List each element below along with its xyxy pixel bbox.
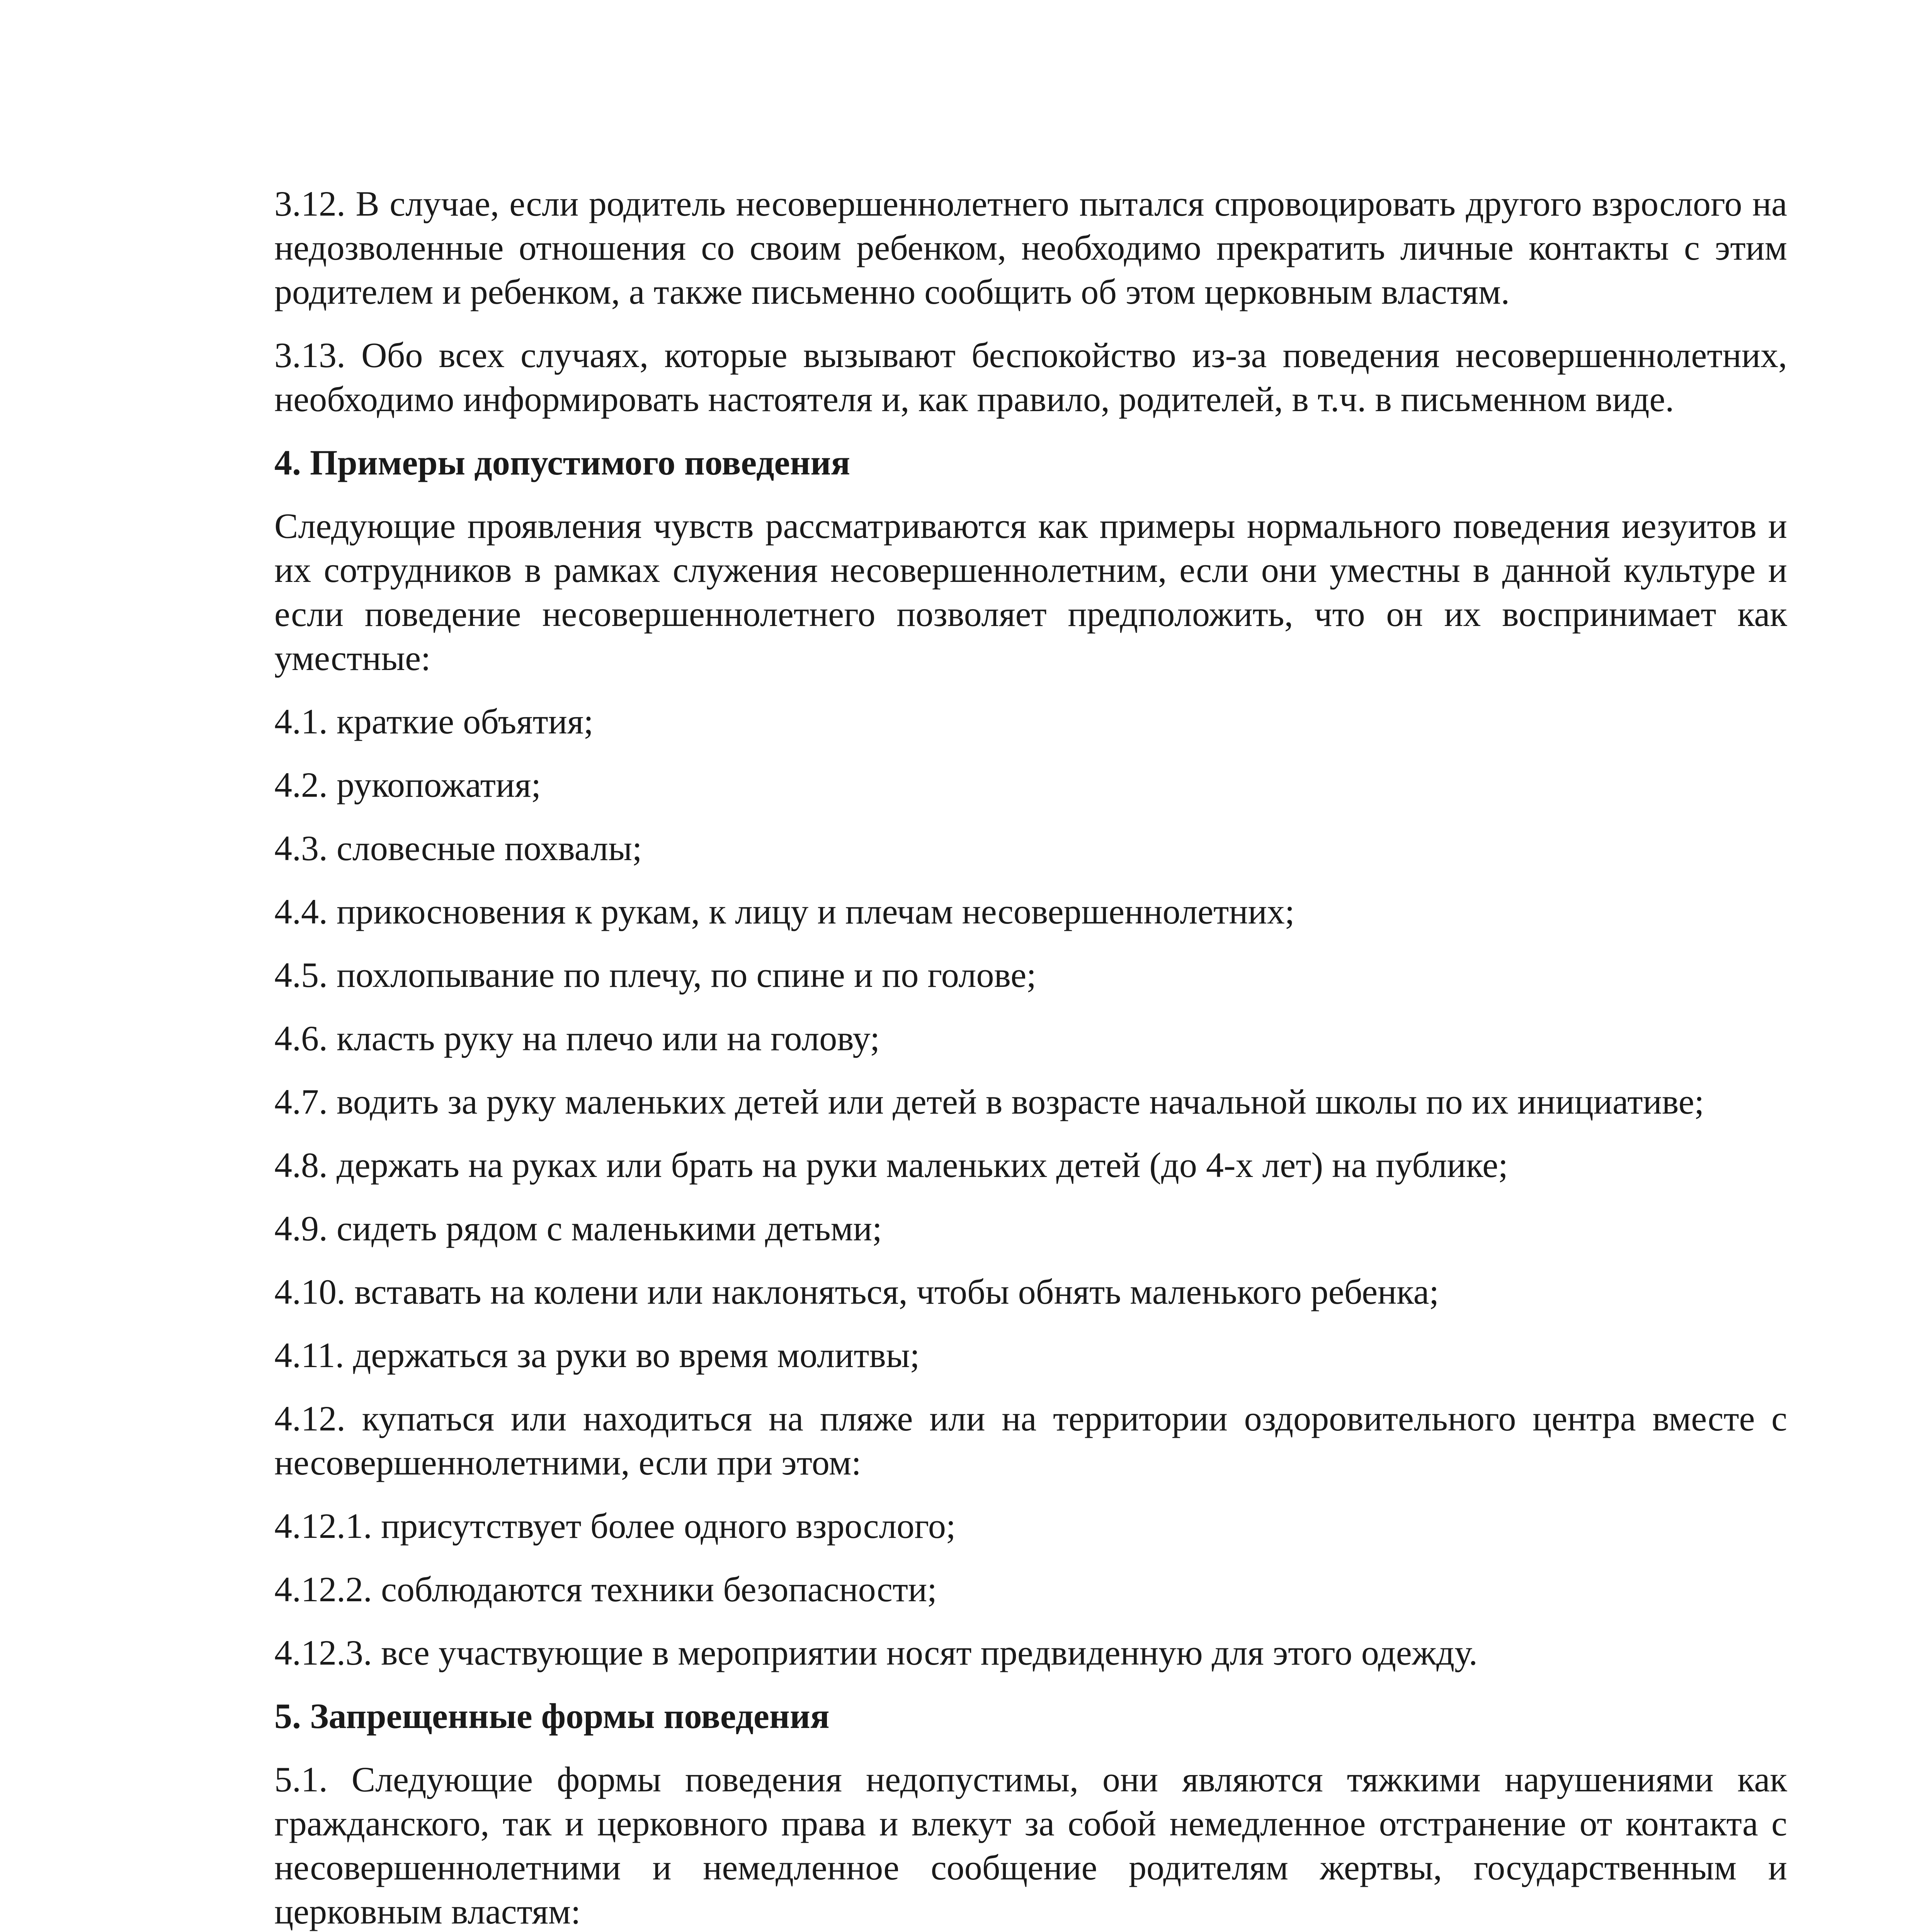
- list-item-4-12-1: 4.12.1. присутствует более одного взрослого;: [274, 1506, 956, 1546]
- section-heading-4: 4. Примеры допустимого поведения: [274, 443, 850, 482]
- list-item-4-7: 4.7. водить за руку маленьких детей или детей в возрасте начальной школы по их инициативе;: [274, 1082, 1704, 1121]
- list-item-4-12: 4.12. купаться или находиться на пляже или на территории оздоровительного центра вместе с несовершеннолетними, если при этом:: [274, 1399, 1787, 1482]
- paragraph-5-1: 5.1. Следующие формы поведения недопустимы, они являются тяжкими нарушениями как гражданского, так и церковного права и влекут за собой немедленное отстранение от контакта с несовершеннолетними и немедленное сообщение родителям жертвы, государственным и церковным властям:: [274, 1760, 1787, 1931]
- list-item-4-3: 4.3. словесные похвалы;: [274, 828, 642, 868]
- list-item-4-6: 4.6. класть руку на плечо или на голову;: [274, 1019, 880, 1058]
- document-page: [274, 182, 1787, 1932]
- list-item-4-11: 4.11. держаться за руки во время молитвы;: [274, 1335, 920, 1375]
- list-item-4-12-2: 4.12.2. соблюдаются техники безопасности;: [274, 1570, 937, 1609]
- paragraph-3-13: 3.13. Обо всех случаях, которые вызывают беспокойство из-за поведения несовершеннолетних, необходимо информировать настоятеля и, как правило, родителей, в т.ч. в письменном виде.: [274, 335, 1787, 419]
- paragraph-3-12: 3.12. В случае, если родитель несовершеннолетнего пытался спровоцировать другого взрослого на недозволенные отношения со своим ребенком, необходимо прекратить личные контакты с этим родителем и ребенком, а также письменно сообщить об этом церковным властям.: [274, 184, 1787, 311]
- list-item-4-1: 4.1. краткие объятия;: [274, 702, 594, 741]
- paragraph-4-intro: Следующие проявления чувств рассматриваются как примеры нормального поведения иезуитов и их сотрудников в рамках служения несовершеннолетним, если они уместны в данной культуре и если поведение несовершеннолетнего позволяет предположить, что он их воспринимает как уместные:: [274, 506, 1787, 678]
- section-heading-5: 5. Запрещенные формы поведения: [274, 1696, 830, 1736]
- list-item-4-5: 4.5. похлопывание по плечу, по спине и по голове;: [274, 955, 1036, 995]
- list-item-4-9: 4.9. сидеть рядом с маленькими детьми;: [274, 1209, 882, 1248]
- list-item-4-12-3: 4.12.3. все участвующие в мероприятии носят предвиденную для этого одежду.: [274, 1633, 1478, 1672]
- list-item-4-2: 4.2. рукопожатия;: [274, 765, 541, 804]
- list-item-4-8: 4.8. держать на руках или брать на руки маленьких детей (до 4-х лет) на публике;: [274, 1145, 1508, 1185]
- list-item-4-10: 4.10. вставать на колени или наклоняться, чтобы обнять маленького ребенка;: [274, 1272, 1439, 1311]
- list-item-4-4: 4.4. прикосновения к рукам, к лицу и плечам несовершеннолетних;: [274, 892, 1295, 931]
